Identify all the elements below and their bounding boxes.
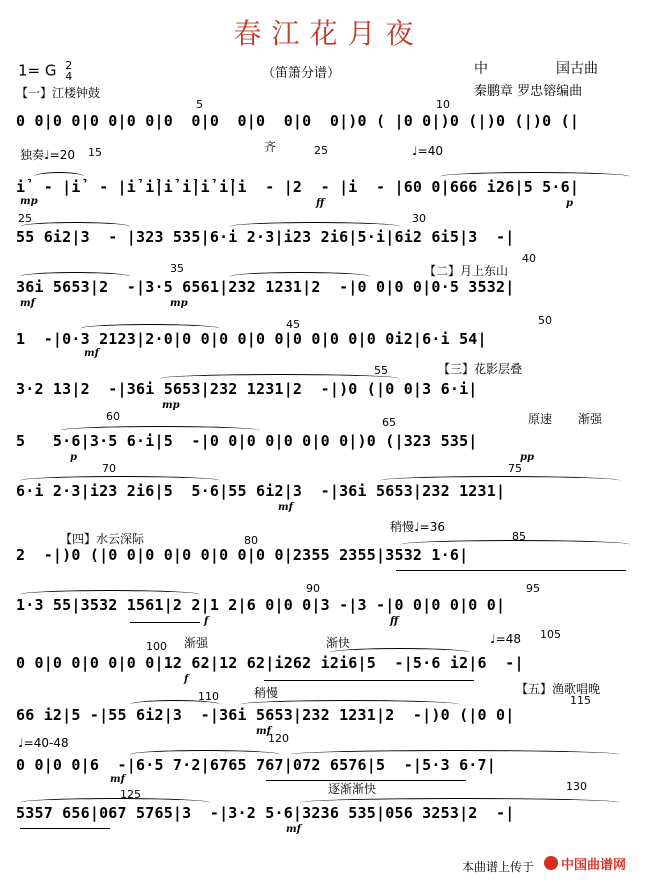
notation-line-12: 66 i2|5 -|55 6i2|3 -|36i 5653|232 1231|2 -|)0 (|0 0| — [16, 706, 515, 724]
annotation-solo: 独奏♩=20 — [20, 148, 75, 162]
measure-number: 40 — [522, 252, 536, 265]
slur — [130, 700, 220, 709]
footer-upload-text: 本曲谱上传于 — [462, 860, 535, 874]
slur — [20, 590, 200, 599]
section-4-label: 【四】水云深际 — [60, 532, 145, 546]
annotation-gradual-accel: 逐渐渐快 — [328, 782, 377, 796]
slur — [60, 426, 260, 435]
measure-number: 75 — [508, 462, 522, 475]
measure-number: 65 — [382, 416, 396, 429]
notation-line-6: 3·2 13|2 -|36i 5653|232 1231|2 -|)0 (|0 0|3 6·i| — [16, 380, 478, 398]
notation-line-2: ỉ - |ỉ - |ỉ ỉ|ỉ ỉ|ỉ ỉ|i - |2 - |i - |60 0|666 i26|5 5·6| — [16, 178, 580, 196]
dynamic-mark: p — [70, 452, 77, 463]
measure-number: 50 — [538, 314, 552, 327]
annotation-tempo-48: ♩=48 — [490, 632, 521, 646]
dynamic-mark: p — [566, 198, 573, 209]
site-logo[interactable] — [544, 852, 644, 874]
beam-underline — [20, 828, 110, 829]
annotation-tempo-40: ♩=40 — [412, 144, 443, 158]
dynamic-mark: mp — [162, 400, 180, 411]
slur — [230, 222, 400, 231]
dynamic-mark: mf — [110, 774, 125, 785]
subtitle: （笛箫分谱） — [262, 66, 341, 81]
time-signature — [65, 60, 72, 82]
section-1-label: 【一】江楼钟鼓 — [16, 86, 101, 100]
arranger: 秦鹏章 罗忠镕编曲 — [474, 84, 583, 99]
key-text: 1= G — [18, 61, 57, 80]
measure-number: 90 — [306, 582, 320, 595]
notation-line-8: 6·i 2·3|i23 2i6|5 5·6|55 6i2|3 -|36i 5653|232 1231| — [16, 482, 506, 500]
measure-number: 125 — [120, 788, 141, 801]
dynamic-mark: f — [204, 616, 209, 627]
notation-line-11: 0 0|0 0|0 0|0 0|12 62|12 62|i262 i2i6|5 -|5·6 i2|6 -| — [16, 654, 524, 672]
measure-number: 115 — [570, 694, 591, 707]
measure-number: 70 — [102, 462, 116, 475]
measure-number: 100 — [146, 640, 167, 653]
dynamic-mark: mf — [20, 298, 35, 309]
measure-number: 5 — [196, 98, 203, 111]
section-2-label: 【二】月上东山 — [424, 264, 509, 278]
annotation-slower-36: 稍慢♩=36 — [390, 520, 445, 534]
key-signature — [18, 60, 72, 82]
measure-number: 120 — [268, 732, 289, 745]
measure-number: 55 — [374, 364, 388, 377]
measure-number: 10 — [436, 98, 450, 111]
measure-number: 60 — [106, 410, 120, 423]
measure-number: 110 — [198, 690, 219, 703]
measure-number: 15 — [88, 146, 102, 159]
page-title: 春江花月夜 — [233, 17, 424, 50]
slur — [20, 476, 220, 485]
slur — [330, 648, 470, 657]
measure-number: 85 — [512, 530, 526, 543]
measure-number: 25 — [18, 212, 32, 225]
origin-prefix: 中 — [474, 61, 488, 77]
logo-text: 中国曲谱网 — [561, 857, 627, 873]
measure-number: 25 — [314, 144, 328, 157]
beam-underline — [266, 780, 466, 781]
measure-number: 95 — [526, 582, 540, 595]
notation-line-14: 5357 656|067 5765|3 -|3·2 5·6|3236 535|056 3253|2 -| — [16, 804, 515, 822]
annotation-slower-2: 稍慢 — [254, 686, 279, 700]
dynamic-mark: pp — [520, 452, 534, 463]
slur — [440, 172, 630, 181]
dynamic-mark: ff — [390, 616, 399, 627]
notation-line-13: 0 0|0 0|6 -|6·5 7·2|6765 767|072 6576|5 -|5·3 6·7| — [16, 756, 496, 774]
measure-number: 130 — [566, 780, 587, 793]
notation-line-3: 55 6i2|3 - |323 535|6·i 2·3|i23 2i6|5·i|6i2 6i5|3 -| — [16, 228, 515, 246]
measure-number: 80 — [244, 534, 258, 547]
measure-number: 30 — [412, 212, 426, 225]
annotation-tempo-40-48: ♩=40-48 — [18, 736, 69, 750]
time-top: 2 — [65, 59, 73, 72]
slur — [20, 222, 130, 231]
dynamic-mark: f — [184, 674, 189, 685]
measure-number: 35 — [170, 262, 184, 275]
origin-suffix: 国古曲 — [556, 61, 598, 77]
time-bottom: 4 — [65, 70, 73, 83]
beam-underline — [264, 680, 474, 681]
section-5-label: 【五】渔歌唱晚 — [516, 682, 601, 696]
measure-number: 105 — [540, 628, 561, 641]
slur — [34, 172, 84, 181]
notation-line-4: 36i 5653|2 -|3·5 6561|232 1231|2 -|0 0|0 0|0·5 3532| — [16, 278, 515, 296]
annotation-accel: 渐快 — [326, 636, 351, 650]
slur — [240, 700, 460, 709]
notation-line-10: 1·3 55|3532 1561|2 2|1 2|6 0|0 0|3 -|3 -|0 0|0 0|0 0| — [16, 596, 506, 614]
dynamic-mark: mf — [286, 824, 301, 835]
logo-icon — [544, 856, 558, 870]
notation-line-5: 1 -|0·3 2123|2·0|0 0|0 0|0 0|0 0|0 0|0 0i2|6·i 54| — [16, 330, 487, 348]
slur — [80, 324, 220, 333]
slur — [160, 374, 400, 383]
slur — [230, 272, 370, 281]
measure-number: 45 — [286, 318, 300, 331]
slur — [400, 540, 630, 549]
annotation-qi: 齐 — [264, 140, 277, 154]
dynamic-mark: mf — [84, 348, 99, 359]
slur — [20, 798, 210, 807]
slur — [290, 750, 620, 759]
section-3-label: 【三】花影层叠 — [438, 362, 523, 376]
notation-line-7: 5 5·6|3·5 6·i|5 -|0 0|0 0|0 0|0 0|)0 (|323 535| — [16, 432, 478, 450]
annotation-crescendo-2: 渐强 — [184, 636, 209, 650]
annotation-crescendo-1: 渐强 — [578, 412, 603, 426]
beam-underline — [130, 622, 200, 623]
slur — [380, 476, 620, 485]
notation-line-1: 0 0|0 0|0 0|0 0|0 0|0 0|0 0|0 0|)0 ( |0 0|)0 (|)0 (|)0 (| — [16, 112, 580, 130]
dynamic-mark: mf — [256, 726, 271, 737]
dynamic-mark: mp — [20, 196, 38, 207]
notation-line-9: 2 -|)0 (|0 0|0 0|0 0|0 0|0 0|2355 2355|3532 1·6| — [16, 546, 469, 564]
dynamic-mark: mf — [278, 502, 293, 513]
dynamic-mark: mp — [170, 298, 188, 309]
dynamic-mark: ff — [316, 198, 325, 209]
slur — [20, 272, 130, 281]
annotation-yuansu: 原速 — [528, 412, 553, 426]
slur — [130, 750, 280, 759]
slur — [300, 798, 620, 807]
beam-underline — [396, 570, 626, 571]
